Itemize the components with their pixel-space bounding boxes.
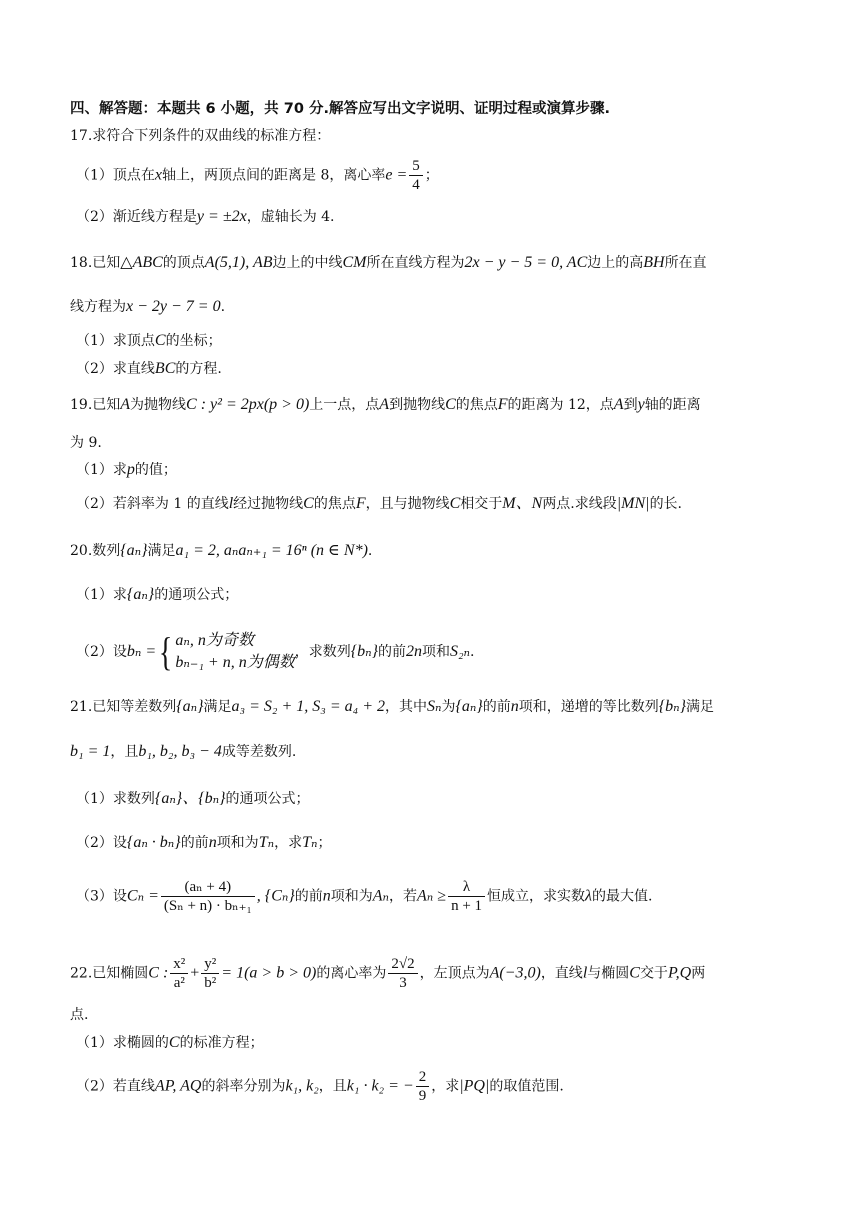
q21-line2: b₁ = 1，且b₁, b₂, b₃ − 4成等差数列. — [70, 743, 297, 760]
q20-line1: 20.数列{aₙ}满足a₁ = 2, aₙaₙ₊₁ = 16ⁿ (n ∈ N*). — [70, 542, 373, 559]
q17-stem: 17.求符合下列条件的双曲线的标准方程： — [70, 128, 331, 144]
q19-part1: （1）求p的值； — [76, 461, 177, 478]
q20-part1: （1）求{aₙ}的通项公式； — [76, 586, 239, 603]
q17-part2: （2）渐近线方程是y = ±2x，虚轴长为 4. — [76, 208, 335, 225]
q18-part2: （2）求直线BC的方程. — [76, 360, 222, 377]
q22-line2: 点. — [70, 1007, 89, 1023]
fraction-5-4: $\frac{5}{4}$ — [409, 157, 423, 194]
q19-line2: 为 9. — [70, 435, 102, 451]
q18-part1: （1）求顶点C的坐标； — [76, 332, 222, 349]
fraction-eccentricity: $\frac{2√2}{3}$ — [388, 955, 417, 992]
fraction-x2-a2: $\frac{\text{x²}}{\text{a²}}$ — [170, 955, 188, 992]
fraction-cn: $\frac{\text{(aₙ + 4)}}{\text{(Sₙ + n) · bₙ₊₁}}$ — [161, 878, 255, 915]
q19-part2: （2）若斜率为 1 的直线l经过抛物线C的焦点F，且与抛物线C相交于M、N两点.求线段|MN|的长. — [76, 495, 683, 512]
section-title: 四、解答题：本题共 6 小题，共 70 分.解答应写出文字说明、证明过程或演算步骤. — [70, 101, 610, 117]
q19-line1: 19.已知A为抛物线C : y² = 2px(p > 0)上一点，点A到抛物线C的焦点F的距离为 12，点A到y轴的距离 — [70, 396, 701, 413]
q18-line1: 18.已知△ABC的顶点A(5,1), AB边上的中线CM所在直线方程为2x − y − 5 = 0, AC边上的高BH所在直 — [70, 254, 707, 271]
q20-part2: （2）设bₙ ={ aₙ, n为奇数 bₙ₋₁ + n, n为偶数 ，求数列{bₙ}的前2n项和S₂ₙ. — [76, 629, 475, 674]
q17-part1: （1）顶点在x轴上，两顶点间的距离是 8，离心率e = $\frac{5}{4}$ ； — [76, 158, 439, 193]
q18-line2: 线方程为x − 2y − 7 = 0. — [70, 298, 226, 315]
q21-part1: （1）求数列{aₙ}、{bₙ}的通项公式； — [76, 790, 310, 807]
fraction-2-9: $\frac{2}{9}$ — [416, 1068, 430, 1105]
q22-line1: 22.已知椭圆C : $\frac{\text{x²}}{\text{a²}}$ + $\frac{\text{y²}}{\text{b²}}$ = 1(a > b > 0)的离心率为 $\frac{2√2}{3}$ ，左顶点为A(−3,0)，直线l与椭圆C交于P,Q两 — [70, 956, 706, 991]
q22-part1: （1）求椭圆的C的标准方程； — [76, 1034, 264, 1051]
q21-part2: （2）设{aₙ · bₙ}的前n项和为Tₙ，求Tₙ； — [76, 834, 332, 851]
fraction-lambda: $\frac{\lambda}{n + 1}$ — [448, 878, 485, 915]
q21-part3: （3）设Cₙ = $\frac{\text{(aₙ + 4)}}{\text{(Sₙ + n) · bₙ₊₁}}$ , {Cₙ}的前n项和为Aₙ，若Aₙ ≥ $\frac{\lambda}{n + 1}$ 恒成立，求实数λ的最大值. — [76, 879, 653, 914]
q22-part2: （2）若直线AP, AQ的斜率分别为k₁, k₂，且k₁ · k₂ = − $\frac{2}{9}$ ，求|PQ|的取值范围. — [76, 1069, 564, 1104]
piecewise-definition: { aₙ, n为奇数 bₙ₋₁ + n, n为偶数 — [159, 629, 295, 674]
q21-line1: 21.已知等差数列{aₙ}满足a₃ = S₂ + 1, S₃ = a₄ + 2，其中Sₙ为{aₙ}的前n项和，递增的等比数列{bₙ}满足 — [70, 698, 715, 715]
fraction-y2-b2: $\frac{\text{y²}}{\text{b²}}$ — [201, 955, 219, 992]
